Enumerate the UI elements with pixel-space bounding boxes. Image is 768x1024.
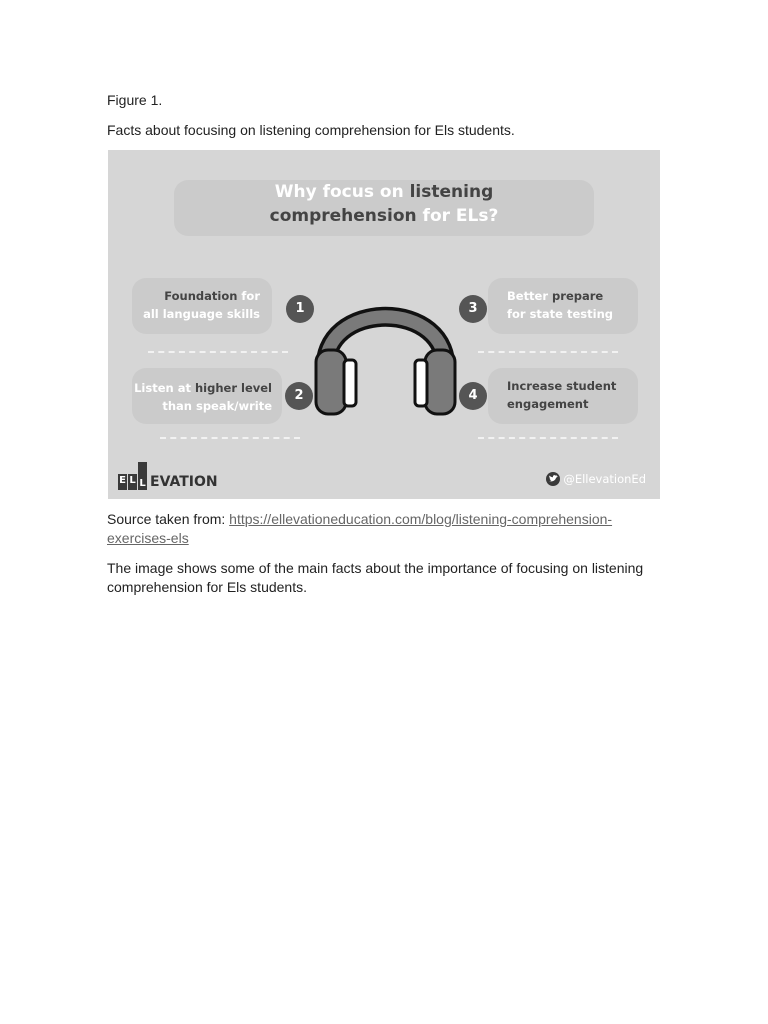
twitter-icon bbox=[546, 472, 560, 486]
figure-description: Facts about focusing on listening comprehension for Els students. bbox=[107, 122, 515, 138]
fact-2-text: Listen at higher level than speak/write bbox=[134, 381, 272, 413]
source-label: Source taken from: bbox=[107, 511, 230, 527]
ellevation-logo: E L L EVATION bbox=[118, 460, 218, 490]
divider bbox=[478, 351, 618, 353]
fact-3-badge: 3 bbox=[459, 295, 487, 323]
fact-4-badge: 4 bbox=[459, 382, 487, 410]
infographic-image bbox=[108, 150, 660, 499]
headphones-icon bbox=[308, 278, 463, 423]
source-line bbox=[107, 510, 667, 548]
twitter-handle: @EllevationEd bbox=[546, 472, 646, 486]
divider bbox=[148, 351, 288, 353]
fact-1-badge: 1 bbox=[286, 295, 314, 323]
infographic-title-line-2: comprehension for ELs? bbox=[269, 206, 499, 226]
divider bbox=[160, 437, 300, 439]
summary-paragraph: The image shows some of the main facts about the importance of focusing on listening comprehension for Els students. bbox=[107, 560, 644, 595]
divider bbox=[478, 437, 618, 439]
figure-caption: Figure 1. bbox=[107, 92, 163, 108]
fact-4-text: Increase student engagement bbox=[507, 379, 617, 411]
source-link[interactable]: https://ellevationeducation.com/blog/listening-comprehension-exercises-els bbox=[107, 511, 613, 546]
fact-3-text: Better prepare for state testing bbox=[507, 289, 613, 321]
fact-2-badge: 2 bbox=[285, 382, 313, 410]
infographic-title-line-1: Why focus on listening bbox=[274, 182, 494, 202]
fact-1-text: Foundation for all language skills bbox=[143, 289, 260, 321]
